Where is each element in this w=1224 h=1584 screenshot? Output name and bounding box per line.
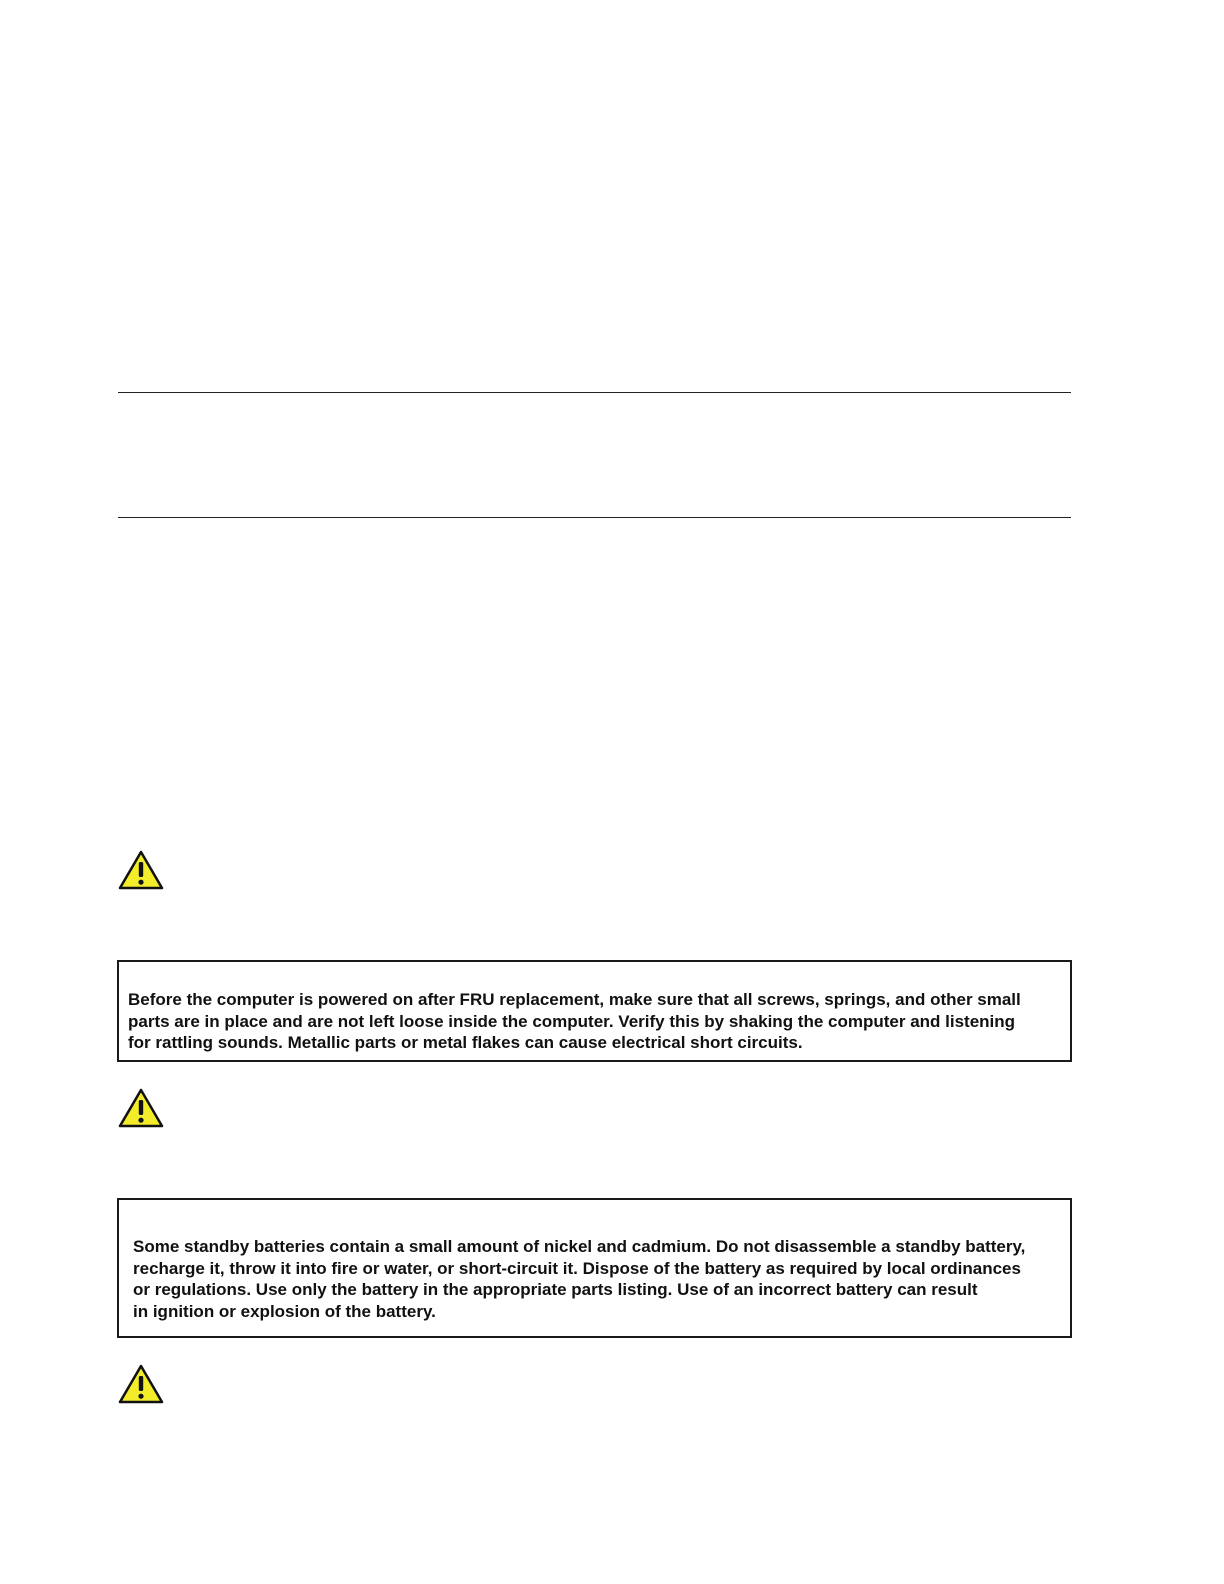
warning-triangle-icon — [118, 1363, 164, 1405]
notice-box-standby-battery — [117, 1198, 1072, 1338]
notice-text: Some standby batteries contain a small amount of nickel and cadmium. Do not disassemble a standby battery, recharge it, throw it into fire or water, or short-circuit it. Dispose of the battery as required by local ordinances or regulations. Use only the battery in the appropriate parts listing. Use of an incorrect battery can result in ignition or explosion of the battery. — [133, 1237, 1026, 1321]
notice-box-fru-replacement — [117, 960, 1072, 1062]
warning-triangle-icon — [118, 849, 164, 891]
notice-text: Before the computer is powered on after FRU replacement, make sure that all screws, springs, and other small parts are in place and are not left loose inside the computer. Verify this by shaking the computer and listening for rattling sounds. Metallic parts or metal flakes can cause electrical short circuits. — [128, 990, 1021, 1052]
warning-triangle-icon — [118, 1087, 164, 1129]
bottom-divider — [118, 517, 1071, 518]
top-divider — [118, 392, 1071, 393]
